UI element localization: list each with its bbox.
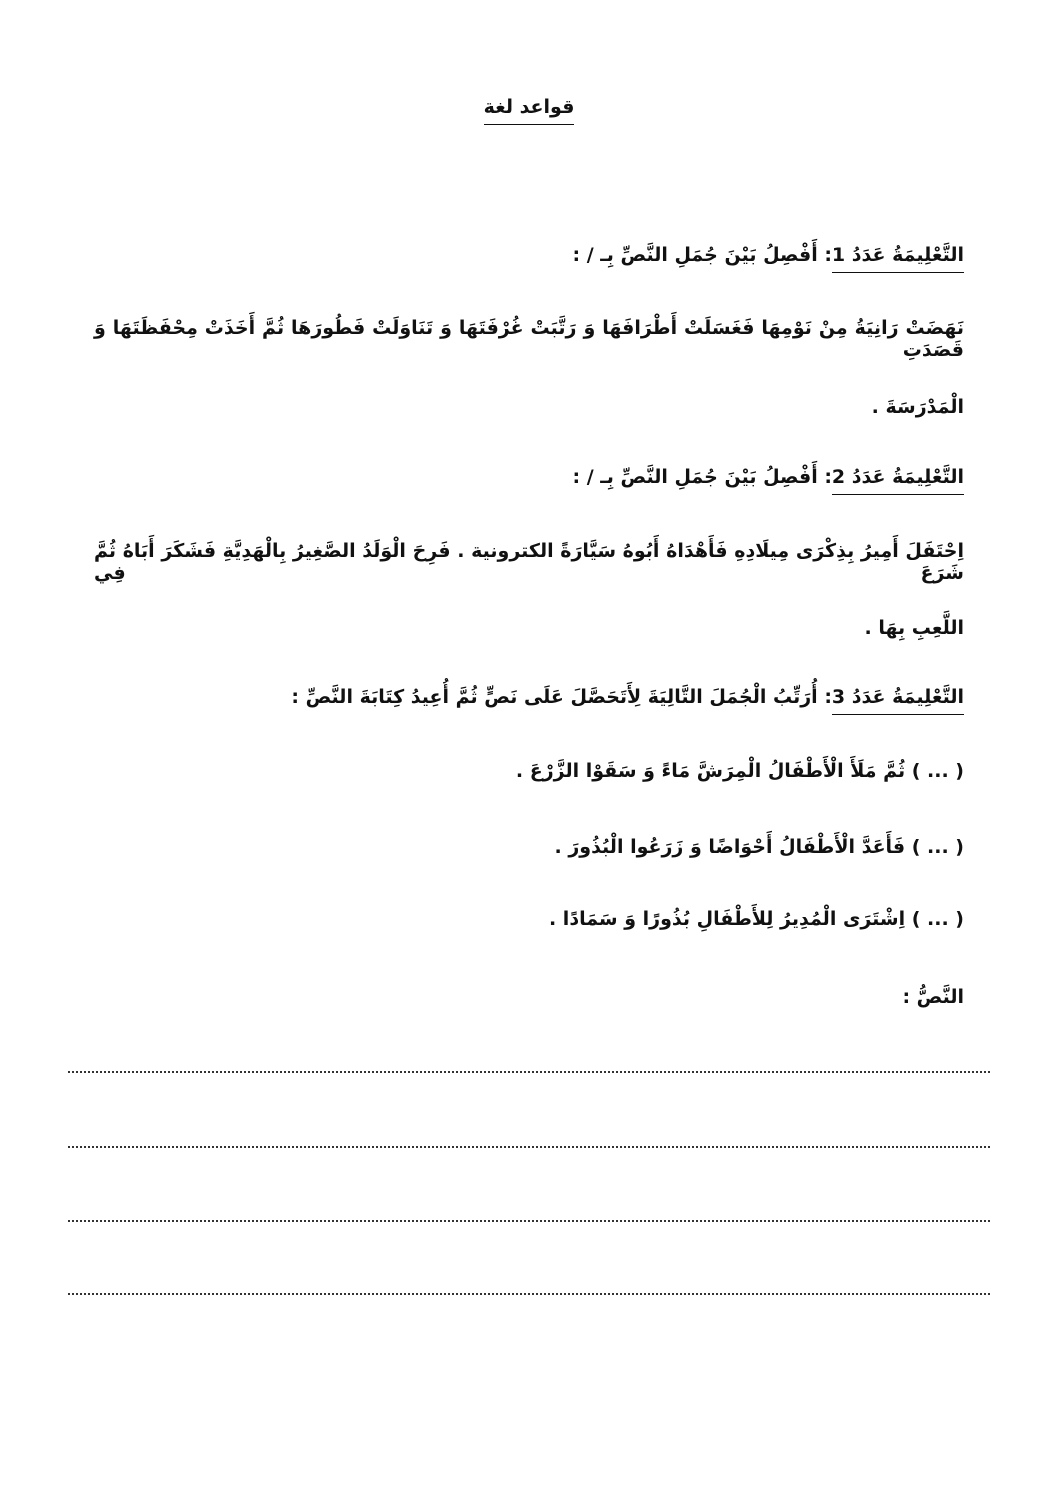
instruction-2-text: : أَفْصِلُ بَيْنَ جُمَلِ النَّصِّ بِـ / : <box>572 466 832 488</box>
instruction-1-label: التَّعْلِيمَةُ عَدَدُ 1 <box>832 244 964 273</box>
worksheet-title <box>0 96 1058 125</box>
instruction-1-paragraph-line-1: نَهَضَتْ رَانِيَةُ مِنْ نَوْمِهَا فَغَسَلَتْ أَطْرَافَهَا وَ رَتَّبَتْ غُرْفَتَهَا وَ تَنَاوَلَتْ فَطُورَهَا ثُمَّ أَخَذَتْ مِحْفَظَتَهَا وَ قَصَدَتِ <box>94 317 964 361</box>
instruction-2-label: التَّعْلِيمَةُ عَدَدُ 2 <box>832 466 964 495</box>
instruction-3-label: التَّعْلِيمَةُ عَدَدُ 3 <box>832 686 964 715</box>
ordering-item: ( ... ) فَأَعَدَّ الْأَطْفَالُ أَحْوَاضًا وَ زَرَعُوا الْبُذُورَ . <box>554 836 964 858</box>
instruction-2-paragraph-line-1: اِحْتَفَلَ أَمِيرُ بِذِكْرَى مِيلَادِهِ فَأَهْدَاهُ أَبُوهُ سَيَّارَةً الكترونية . فَرِحَ الْوَلَدُ الصَّغِيرُ بِالْهَدِيَّةِ فَشَكَرَ أَبَاهُ ثُمَّ شَرَعَ فِي <box>94 540 964 584</box>
answer-line[interactable] <box>68 1293 990 1295</box>
answer-line[interactable] <box>68 1220 990 1222</box>
instruction-2-heading <box>94 466 964 495</box>
ordering-item: ( ... ) اِشْتَرَى الْمُدِيرُ لِلأَطْفَالِ بُذُورًا وَ سَمَادًا . <box>548 908 964 930</box>
ordering-item: ( ... ) ثُمَّ مَلَأَ الْأَطْفَالُ الْمِرَشَّ مَاءً وَ سَقَوْا الزَّرْعَ . <box>515 760 964 782</box>
worksheet-title-text: قواعد لغة <box>484 96 575 125</box>
answer-line[interactable] <box>68 1071 990 1073</box>
answer-line[interactable] <box>68 1146 990 1148</box>
instruction-1-text: : أَفْصِلُ بَيْنَ جُمَلِ النَّصِّ بِـ / : <box>572 244 832 266</box>
instruction-1-paragraph-line-2: الْمَدْرَسَةَ . <box>871 396 964 418</box>
answer-label: النَّصُّ : <box>902 986 964 1008</box>
instruction-3-text: : أُرَتِّبُ الْجُمَلَ التَّالِيَةَ لِأَتَحَصَّلَ عَلَى نَصٍّ ثُمَّ أُعِيدُ كِتَابَةَ النَّصِّ : <box>291 686 832 708</box>
instruction-1-heading <box>94 244 964 273</box>
instruction-2-paragraph-line-2: اللَّعِبِ بِهَا . <box>864 617 964 639</box>
instruction-3-heading <box>94 686 964 715</box>
